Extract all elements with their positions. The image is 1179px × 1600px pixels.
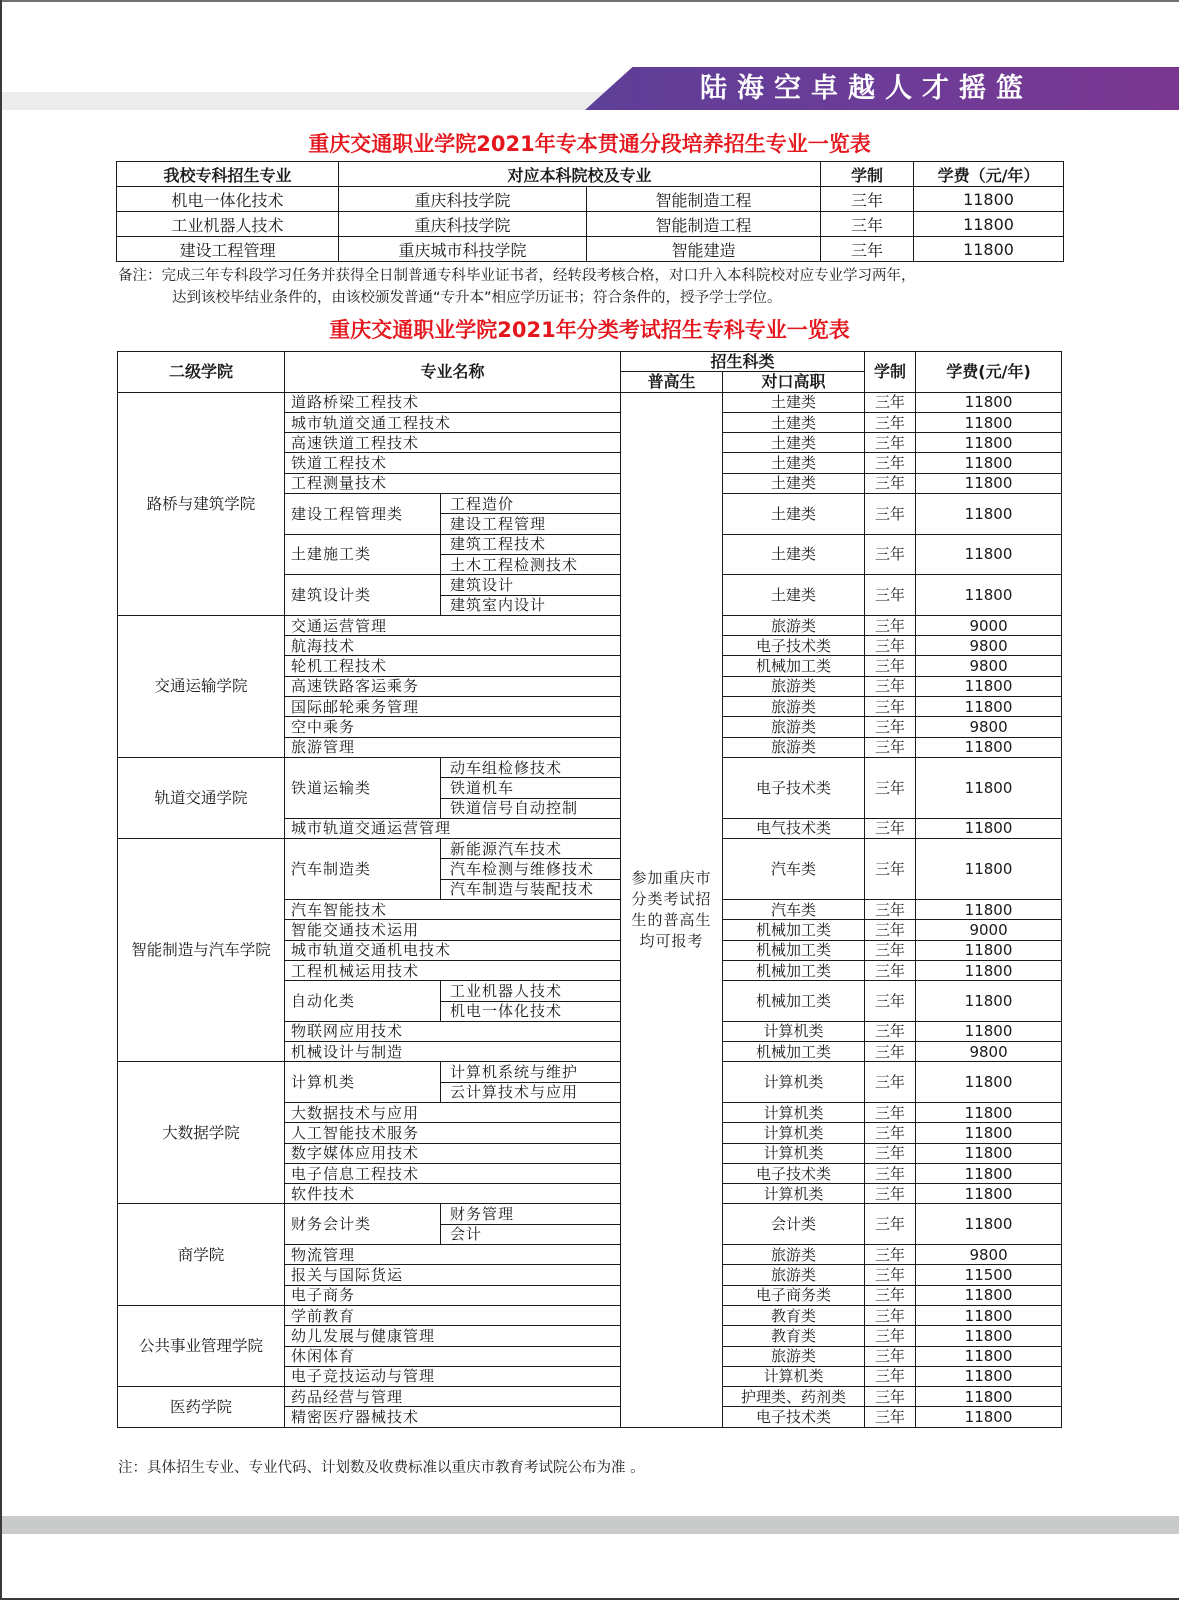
cell-college: 轨道交通学院	[118, 757, 285, 838]
cell-duration: 三年	[865, 473, 916, 493]
cell-major: 工程机械运用技术	[285, 960, 621, 980]
header-duration: 学制	[865, 352, 916, 393]
cell-category: 土建类	[723, 412, 865, 432]
cell-category: 计算机类	[723, 1021, 865, 1041]
cell-sub-major: 机电一体化技术	[441, 1001, 621, 1021]
cell-duration: 三年	[865, 636, 916, 656]
cell-duration: 三年	[865, 575, 916, 616]
cell-major-group: 建筑设计类	[285, 575, 441, 616]
cell-category: 旅游类	[723, 717, 865, 737]
cell-duration: 三年	[865, 1184, 916, 1204]
cell-fee: 11800	[916, 392, 1062, 412]
cell-duration: 三年	[865, 1123, 916, 1143]
cell-major-group: 计算机类	[285, 1062, 441, 1103]
table-row	[118, 1204, 1062, 1224]
cell-major: 空中乘务	[285, 717, 621, 737]
cell-category: 电子技术类	[723, 636, 865, 656]
cell-fee: 11800	[916, 1204, 1062, 1245]
cell-major: 人工智能技术服务	[285, 1123, 621, 1143]
cell-duration: 三年	[821, 212, 914, 237]
cell-sub-major: 建设工程管理	[441, 514, 621, 534]
cell-sub-major: 铁道信号自动控制	[441, 798, 621, 818]
cell-duration: 三年	[865, 737, 916, 757]
cell-duration: 三年	[865, 1346, 916, 1366]
cell-major: 物联网应用技术	[285, 1021, 621, 1041]
cell-category: 旅游类	[723, 1245, 865, 1265]
cell-major: 报关与国际货运	[285, 1265, 621, 1285]
cell-target-major: 智能制造工程	[587, 212, 821, 237]
cell-duration: 三年	[865, 1407, 916, 1427]
cell-duration: 三年	[865, 1204, 916, 1245]
cell-sub-major: 会计	[441, 1224, 621, 1244]
cell-duration: 三年	[865, 656, 916, 676]
cell-college: 交通运输学院	[118, 615, 285, 757]
cell-college: 智能制造与汽车学院	[118, 839, 285, 1062]
cell-category: 旅游类	[723, 1265, 865, 1285]
table-row	[118, 1387, 1062, 1407]
cell-major-group: 汽车制造类	[285, 839, 441, 900]
table1-note	[118, 265, 1068, 309]
cell-duration: 三年	[865, 1305, 916, 1325]
cell-duration: 三年	[865, 940, 916, 960]
cell-sub-major: 云计算技术与应用	[441, 1082, 621, 1102]
cell-category: 汽车类	[723, 900, 865, 920]
cell-major: 汽车智能技术	[285, 900, 621, 920]
cell-fee: 11800	[914, 237, 1064, 262]
cell-major: 国际邮轮乘务管理	[285, 697, 621, 717]
cell-major: 幼儿发展与健康管理	[285, 1326, 621, 1346]
cell-university: 重庆城市科技学院	[339, 237, 587, 262]
cell-category: 电子商务类	[723, 1285, 865, 1305]
note-line-1: 备注：完成三年专科段学习任务并获得全日制普通专科毕业证书者，经转段考核合格，对口升入本科院校对应专业学习两年，	[118, 268, 916, 284]
cell-fee: 11800	[916, 1184, 1062, 1204]
cell-major: 城市轨道交通工程技术	[285, 412, 621, 432]
cell-major: 学前教育	[285, 1305, 621, 1325]
table1-title: 重庆交通职业学院2021年专本贯通分段培养招生专业一览表	[308, 132, 871, 156]
cell-target-major: 智能建造	[587, 237, 821, 262]
cell-sub-major: 动车组检修技术	[441, 757, 621, 777]
cell-sub-major: 建筑室内设计	[441, 595, 621, 615]
cell-category: 机械加工类	[723, 960, 865, 980]
cell-duration: 三年	[865, 1143, 916, 1163]
cell-category: 护理类、药剂类	[723, 1387, 865, 1407]
cell-fee: 11800	[916, 1407, 1062, 1427]
cell-sub-major: 汽车制造与装配技术	[441, 879, 621, 899]
cell-fee: 11800	[916, 433, 1062, 453]
cell-duration: 三年	[865, 412, 916, 432]
page-frame-top	[0, 0, 1179, 2]
table-row	[117, 212, 1064, 237]
cell-fee: 11800	[916, 1346, 1062, 1366]
cell-major-group: 自动化类	[285, 981, 441, 1022]
cell-university: 重庆科技学院	[339, 187, 587, 212]
cell-duration: 三年	[865, 494, 916, 535]
cell-fee: 9800	[916, 717, 1062, 737]
cell-major: 药品经营与管理	[285, 1387, 621, 1407]
cell-fee: 11800	[916, 494, 1062, 535]
cell-category: 机械加工类	[723, 920, 865, 940]
cell-category: 旅游类	[723, 697, 865, 717]
cell-fee: 9000	[916, 615, 1062, 635]
table-classified-exam-majors	[117, 351, 1062, 1428]
cell-duration: 三年	[865, 717, 916, 737]
cell-duration: 三年	[865, 1285, 916, 1305]
cell-duration: 三年	[865, 392, 916, 412]
cell-major: 铁道工程技术	[285, 453, 621, 473]
table-row	[118, 392, 1062, 412]
cell-category: 电气技术类	[723, 818, 865, 838]
cell-category: 会计类	[723, 1204, 865, 1245]
header-target-university: 对应本科院校及专业	[339, 162, 821, 187]
cell-sub-major: 新能源汽车技术	[441, 839, 621, 859]
cell-category: 旅游类	[723, 737, 865, 757]
cell-duration: 三年	[865, 676, 916, 696]
cell-duration: 三年	[865, 1366, 916, 1386]
cell-major: 轮机工程技术	[285, 656, 621, 676]
cell-major: 智能交通技术运用	[285, 920, 621, 940]
cell-fee: 11800	[916, 1102, 1062, 1122]
cell-fee: 11800	[916, 453, 1062, 473]
cell-major: 航海技术	[285, 636, 621, 656]
cell-fee: 9800	[916, 1042, 1062, 1062]
cell-major: 工程测量技术	[285, 473, 621, 493]
cell-sub-major: 计算机系统与维护	[441, 1062, 621, 1082]
cell-sub-major: 土木工程检测技术	[441, 554, 621, 574]
cell-college: 大数据学院	[118, 1062, 285, 1204]
cell-fee: 9800	[916, 1245, 1062, 1265]
page-frame-left	[0, 0, 2, 1600]
cell-fee: 11800	[916, 1021, 1062, 1041]
cell-fee: 11800	[916, 1387, 1062, 1407]
cell-fee: 11800	[916, 575, 1062, 616]
header-our-major: 我校专科招生专业	[117, 162, 339, 187]
table-row	[118, 615, 1062, 635]
cell-major: 软件技术	[285, 1184, 621, 1204]
cell-fee: 11500	[916, 1265, 1062, 1285]
cell-major: 数字媒体应用技术	[285, 1143, 621, 1163]
footer-gray-band	[2, 1516, 1179, 1534]
table-row	[117, 237, 1064, 262]
cell-fee: 11800	[916, 981, 1062, 1022]
cell-duration: 三年	[865, 960, 916, 980]
cell-major: 电子信息工程技术	[285, 1163, 621, 1183]
table-row	[118, 839, 1062, 859]
cell-category: 电子技术类	[723, 1163, 865, 1183]
note-line-2: 达到该校毕结业条件的，由该校颁发普通“专升本”相应学历证书；符合条件的，授予学士学位。	[172, 290, 782, 306]
cell-fee: 11800	[916, 839, 1062, 900]
cell-fee: 11800	[916, 676, 1062, 696]
cell-fee: 11800	[916, 940, 1062, 960]
cell-major: 机械设计与制造	[285, 1042, 621, 1062]
cell-our-major: 建设工程管理	[117, 237, 339, 262]
cell-fee: 11800	[916, 1163, 1062, 1183]
cell-major: 高速铁道工程技术	[285, 433, 621, 453]
cell-category: 旅游类	[723, 676, 865, 696]
cell-general-students-note: 参加重庆市分类考试招生的普高生均可报考	[621, 392, 723, 1427]
cell-category: 土建类	[723, 453, 865, 473]
cell-fee: 9800	[916, 656, 1062, 676]
cell-college: 商学院	[118, 1204, 285, 1305]
cell-category: 计算机类	[723, 1184, 865, 1204]
cell-category: 机械加工类	[723, 981, 865, 1022]
cell-our-major: 机电一体化技术	[117, 187, 339, 212]
cell-duration: 三年	[865, 900, 916, 920]
cell-category: 计算机类	[723, 1123, 865, 1143]
cell-university: 重庆科技学院	[339, 212, 587, 237]
cell-fee: 11800	[916, 473, 1062, 493]
cell-sub-major: 财务管理	[441, 1204, 621, 1224]
cell-fee: 9000	[916, 920, 1062, 940]
table-row	[117, 187, 1064, 212]
cell-sub-major: 建筑设计	[441, 575, 621, 595]
header-fee: 学费(元/年)	[916, 352, 1062, 393]
cell-fee: 11800	[914, 187, 1064, 212]
cell-fee: 11800	[916, 737, 1062, 757]
cell-category: 电子技术类	[723, 757, 865, 818]
header-fee: 学费（元/年）	[914, 162, 1064, 187]
cell-major: 城市轨道交通机电技术	[285, 940, 621, 960]
cell-sub-major: 汽车检测与维修技术	[441, 859, 621, 879]
cell-category: 土建类	[723, 433, 865, 453]
cell-category: 土建类	[723, 575, 865, 616]
cell-category: 计算机类	[723, 1366, 865, 1386]
cell-major: 交通运营管理	[285, 615, 621, 635]
cell-major-group: 建设工程管理类	[285, 494, 441, 535]
cell-major: 电子商务	[285, 1285, 621, 1305]
cell-duration: 三年	[865, 1042, 916, 1062]
cell-category: 计算机类	[723, 1143, 865, 1163]
header-vocational-students: 对口高职	[723, 372, 865, 392]
cell-fee: 11800	[916, 960, 1062, 980]
cell-fee: 11800	[916, 1326, 1062, 1346]
cell-major-group: 铁道运输类	[285, 757, 441, 818]
cell-major: 城市轨道交通运营管理	[285, 818, 621, 838]
cell-category: 土建类	[723, 473, 865, 493]
table-upgrade-programs	[116, 161, 1064, 262]
cell-duration: 三年	[865, 981, 916, 1022]
cell-category: 教育类	[723, 1305, 865, 1325]
cell-sub-major: 工业机器人技术	[441, 981, 621, 1001]
header-duration: 学制	[821, 162, 914, 187]
cell-duration: 三年	[865, 839, 916, 900]
cell-fee: 11800	[914, 212, 1064, 237]
cell-major: 精密医疗器械技术	[285, 1407, 621, 1427]
header-general-students: 普高生	[621, 372, 723, 392]
cell-major: 高速铁路客运乘务	[285, 676, 621, 696]
cell-fee: 11800	[916, 818, 1062, 838]
cell-duration: 三年	[821, 187, 914, 212]
cell-category: 计算机类	[723, 1062, 865, 1103]
cell-category: 电子技术类	[723, 1407, 865, 1427]
header-category: 招生科类	[621, 352, 865, 372]
cell-duration: 三年	[865, 615, 916, 635]
cell-major: 道路桥梁工程技术	[285, 392, 621, 412]
cell-category: 土建类	[723, 534, 865, 575]
cell-sub-major: 铁道机车	[441, 778, 621, 798]
cell-category: 旅游类	[723, 1346, 865, 1366]
cell-duration: 三年	[865, 1021, 916, 1041]
cell-duration: 三年	[865, 1265, 916, 1285]
cell-category: 旅游类	[723, 615, 865, 635]
cell-category: 计算机类	[723, 1102, 865, 1122]
cell-category: 土建类	[723, 392, 865, 412]
cell-duration: 三年	[865, 920, 916, 940]
cell-our-major: 工业机器人技术	[117, 212, 339, 237]
cell-category: 汽车类	[723, 839, 865, 900]
cell-duration: 三年	[865, 1245, 916, 1265]
cell-duration: 三年	[865, 1102, 916, 1122]
cell-category: 机械加工类	[723, 1042, 865, 1062]
table-row	[118, 1305, 1062, 1325]
cell-duration: 三年	[865, 453, 916, 473]
cell-duration: 三年	[865, 1387, 916, 1407]
banner-slogan: 陆海空卓越人才摇篮	[700, 73, 1033, 104]
cell-fee: 11800	[916, 697, 1062, 717]
table-header-row	[118, 352, 1062, 372]
cell-fee: 11800	[916, 757, 1062, 818]
cell-fee: 9800	[916, 636, 1062, 656]
cell-major: 旅游管理	[285, 737, 621, 757]
cell-college: 医药学院	[118, 1387, 285, 1428]
cell-college: 公共事业管理学院	[118, 1305, 285, 1386]
table-row	[118, 757, 1062, 777]
cell-duration: 三年	[865, 757, 916, 818]
cell-category: 机械加工类	[723, 656, 865, 676]
table2-title: 重庆交通职业学院2021年分类考试招生专科专业一览表	[329, 318, 850, 342]
cell-college: 路桥与建筑学院	[118, 392, 285, 615]
cell-duration: 三年	[865, 1163, 916, 1183]
table-header-row	[117, 162, 1064, 187]
cell-fee: 11800	[916, 900, 1062, 920]
cell-duration: 三年	[865, 433, 916, 453]
cell-duration: 三年	[865, 1062, 916, 1103]
cell-target-major: 智能制造工程	[587, 187, 821, 212]
cell-major: 物流管理	[285, 1245, 621, 1265]
header-major-name: 专业名称	[285, 352, 621, 393]
cell-major: 电子竞技运动与管理	[285, 1366, 621, 1386]
cell-category: 机械加工类	[723, 940, 865, 960]
cell-major: 休闲体育	[285, 1346, 621, 1366]
table-row	[118, 1062, 1062, 1082]
cell-fee: 11800	[916, 1143, 1062, 1163]
cell-major-group: 财务会计类	[285, 1204, 441, 1245]
cell-duration: 三年	[865, 818, 916, 838]
cell-duration: 三年	[865, 1326, 916, 1346]
table2-footer-note: 注：具体招生专业、专业代码、计划数及收费标准以重庆市教育考试院公布为准 。	[118, 1460, 645, 1476]
cell-fee: 11800	[916, 1366, 1062, 1386]
cell-sub-major: 建筑工程技术	[441, 534, 621, 554]
cell-fee: 11800	[916, 534, 1062, 575]
header-college: 二级学院	[118, 352, 285, 393]
cell-major: 大数据技术与应用	[285, 1102, 621, 1122]
cell-category: 教育类	[723, 1326, 865, 1346]
cell-fee: 11800	[916, 1305, 1062, 1325]
cell-duration: 三年	[821, 237, 914, 262]
cell-duration: 三年	[865, 697, 916, 717]
cell-fee: 11800	[916, 1123, 1062, 1143]
cell-duration: 三年	[865, 534, 916, 575]
cell-category: 土建类	[723, 494, 865, 535]
cell-fee: 11800	[916, 412, 1062, 432]
cell-fee: 11800	[916, 1285, 1062, 1305]
cell-sub-major: 工程造价	[441, 494, 621, 514]
cell-fee: 11800	[916, 1062, 1062, 1103]
cell-major-group: 土建施工类	[285, 534, 441, 575]
